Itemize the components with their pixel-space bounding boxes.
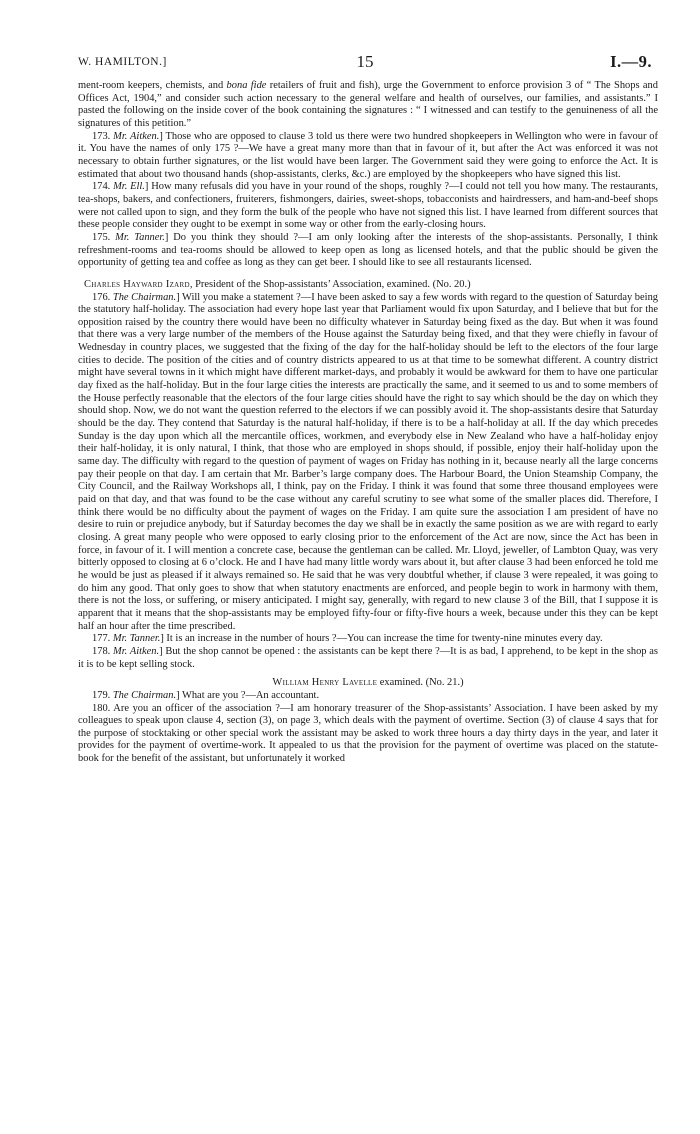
- text-run: 173.: [92, 130, 114, 142]
- running-head-author: W. HAMILTON.]: [78, 56, 167, 68]
- speaker-name: Mr. Aitken.: [113, 645, 160, 657]
- paragraph: [78, 292, 658, 634]
- text-run: ] Those who are opposed to clause 3 told us there were two hundred shopkeepers in Wellington who were in favour of it. You have the names of only 175 ?—We have a great many more than that in favour of it, but after the Act was enforced it was not necessary to obtain further signatures, or the list would have been larger. The Government said they were going to enforce the Act. It is estimated that about two thousand hands (shop-assistants, clerks, &c.) are employed by the shopkeepers who have signed this list.: [78, 130, 658, 180]
- text-run: ] It is an increase in the number of hours ?—You can increase the time for twenty-nine minutes every day.: [160, 633, 603, 645]
- text-run: , President of the Shop-assistants’ Association, examined. (No. 20.): [189, 278, 471, 290]
- paragraph: [78, 646, 658, 671]
- speaker-name: Mr. Tanner.: [112, 633, 161, 645]
- speaker-name: Mr. Tanner.: [115, 231, 165, 243]
- text-run: examined. (No. 21.): [377, 677, 464, 689]
- paragraph: [78, 181, 658, 232]
- text-run: retailers of fruit and fish), urge the Government to enforce provision 3 of “ The Shops and Offices Act, 1904,” and consider such action necessary to the general welfare and health of ourselves, our families, and assistants.” I pasted the following on the inside cover of the book containing the signatures : “ I witnessed and can testify to the genuineness of all the signatures of this petition.”: [78, 80, 658, 129]
- speaker-name: The Chairman.: [112, 291, 177, 303]
- speaker-name: Mr. Ell.: [113, 181, 145, 193]
- text-run: 177.: [92, 633, 113, 645]
- speaker-name: Mr. Aitken.: [113, 130, 160, 142]
- paragraph: [78, 232, 658, 270]
- page-number: 15: [356, 52, 374, 71]
- speaker-name: bona fide: [226, 80, 267, 91]
- witness-heading: [78, 677, 658, 690]
- paragraph: [78, 80, 658, 131]
- text-run: ment-room keepers, chemists, and: [78, 80, 227, 91]
- text-run: 178.: [92, 645, 114, 657]
- paragraph: [78, 633, 658, 646]
- document-reference: I.—9.: [610, 52, 652, 71]
- witness-name: Charles Hayward Izard: [84, 278, 190, 290]
- text-run: ] Do you think they should ?—I am only looking after the interests of the shop-assistants. Personally, I think refreshment-rooms and tea-rooms should be allowed to keep open as long as licensed hotels, and that the public should be given the opportunity of getting tea and coffee as long as they can get beer. I should like to see all restaurants licensed.: [78, 231, 659, 269]
- paragraph: [78, 131, 658, 182]
- speaker-name: The Chairman.: [112, 689, 177, 701]
- document-body: [78, 80, 658, 766]
- page-header: [78, 52, 652, 76]
- text-run: 176.: [92, 291, 113, 303]
- witness-heading: [78, 279, 658, 292]
- witness-name: William Henry Lavelle: [272, 677, 378, 689]
- text-run: 179.: [92, 689, 113, 701]
- text-run: ] But the shop cannot be opened : the assistants can be kept there ?—It is as bad, I apprehend, to be kept in the shop as it is to be kept selling stock.: [78, 645, 658, 670]
- text-run: ] How many refusals did you have in your round of the shops, roughly ?—I could not tell you how many. The restaurants, tea-shops, bakers, and confectioners, fruiterers, fishmongers, dairies, sweet-shops, tobacconists and hairdressers, and ham-and-beef shops were not called upon to sign, and they form the bulk of the people who have not signed this list. I have learned from different sources that these people consider they ought to be exempt in some way or other from the early-closing hours.: [78, 181, 659, 231]
- text-run: 174.: [92, 181, 114, 193]
- paragraph: [78, 690, 658, 703]
- text-run: 180. Are you an officer of the association ?—I am honorary treasurer of the Shop-assistants’ Association. I have been asked by my colleagues to speak upon clause 4, section (3), on page 3, which deals with the payment of overtime. Section (3) of clause 4 says that for the purpose of stocktaking or other special work the assistant may be asked to work three hours a day thirty days in the year, and later it provides for the payment of overtime-work. It appealed to us that the provision for the payment of overtime was placed on the statute-book for the benefit of the assistant, but unfortunately it worked: [78, 702, 658, 765]
- text-run: ] Will you make a statement ?—I have been asked to say a few words with regard to the question of Saturday being the statutory half-holiday. The association had every hope last year that Parliament would fix upon Saturday, and I believe that but for the opposition raised by the country there would have been no difficulty whatever in Saturday being fixed as the day. But when it was found that there was a very large number of the members of the House against the Saturday being fixed, and that they were chiefly in favour of Wednesday in country places, we suggested that the fixing of the day for the half-holiday should be left to the electors of the four large cities to decide. The position of the cities and of country districts appeared to us at that time to be somewhat different. A country district might have several towns in it which might have different market-days, and probably it would be awkward for them to have one particular day fixed as the half-holiday. But in the four large cities the interests are practically the same, and it seemed to us and to some members of the House perfectly reasonable that the electors of the four large cities should have the right to say which should be the day on which they should shop. Now, we do not want the question referred to the electors if we can possibly avoid it. The shop-assistants desire that Saturday should be the day. They contend that Saturday is the natural half-holiday, if there is to be a half-holiday at all. If the day which precedes Sunday is the day upon which all the mercantile offices, workmen, and everybody else in New Zealand who have a half-holiday enjoy their half-holiday, it is only natural, I think, that those who are employed in shops should, if possible, enjoy their half-holiday upon the same day. The difficulty with regard to the question of payment of wages on Friday has nothing in it, because nearly all the large concerns pay their people on that day. I am certain that Mr. Barber’s large company does. The Harbour Board, the Union Steamship Company, the City Council, and the Railway Workshops all, I think, pay on the Friday. I think it was found that some three thousand employees were paid on that day, and that was found to be the case without any careful scrutiny to see what some of the smaller places did. Therefore, I think there would be no difficulty about the payment of wages on the Friday. I am quite sure the association I am president of have no desire to ruin or prejudice anybody, but if Saturday becomes the day we shall be in exactly the same position as we are with regard to early closing. A great many people who were opposed to early closing prior to the enforcement of the Act are now, since the Act has been in force, in favour of it. I will mention a concrete case, because the gentleman can be called. Mr. Lloyd, jeweller, of Lambton Quay, was very bitterly opposed to closing at 6 o’clock. He and I have had many little wordy wars about it, but after clause 3 had been enforced he told me he would be just as pleased if it always remained so. He said that he was very doubtful whether, if clause 3 were repealed, it was going to do him any good. That only goes to show that when statutory enactments are enforced, and people begin to work in harmony with them, there is not the loss, or suffering, or misery anticipated. I might say, generally, with regard to new clause 3 of the Bill, that I suppose it is apparent that it means that the shop-assistants may be employed fifty-four or fifty-five hours a week, because under this they can be kept half an hour after the time prescribed.: [78, 291, 659, 632]
- text-run: 175.: [92, 231, 116, 243]
- text-run: ] What are you ?—An accountant.: [176, 689, 320, 701]
- paragraph: [78, 703, 658, 766]
